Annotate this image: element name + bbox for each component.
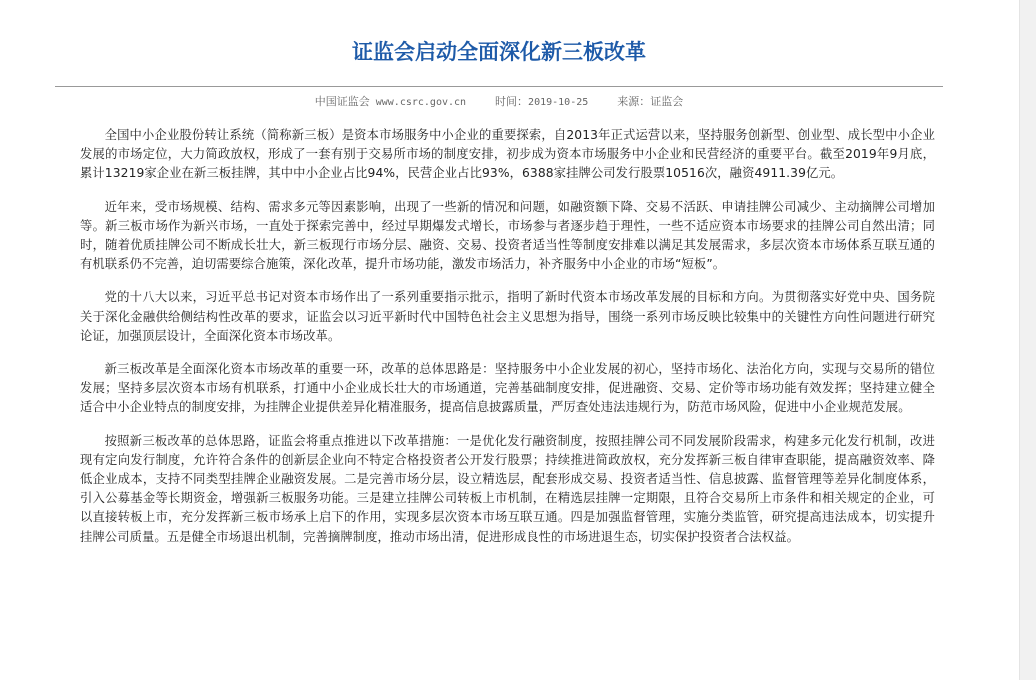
article-meta (55, 86, 943, 118)
publish-date: 2019-10-25 (528, 97, 589, 108)
paragraph: 按照新三板改革的总体思路，证监会将重点推进以下改革措施：一是优化发行融资制度，按照挂牌公司不同发展阶段需求，构建多元化发行机制，改进现有定向发行制度，允许符合条件的创新层企业向不特定合格投资者公开发行股票；持续推进简政放权，充分发挥新三板自律审查职能，提高融资效率、降低企业成本，支持不同类型挂牌企业融资发展。二是完善市场分层，设立精选层，配套形成交易、投资者适当性、信息披露、监督管理等差异化制度体系，引入公募基金等长期资金，增强新三板服务功能。三是建立挂牌公司转板上市机制，在精选层挂牌一定期限，且符合交易所上市条件和相关规定的企业，可以直接转板上市，充分发挥新三板市场承上启下的作用，实现多层次资本市场互联互通。四是加强监督管理，实施分类监管，研究提高违法成本，切实提升挂牌公司质量。五是健全市场退出机制，完善摘牌制度，推动市场出清，促进形成良性的市场进退生态，切实保护投资者合法权益。 (80, 433, 935, 544)
paragraph: 全国中小企业股份转让系统（简称新三板）是资本市场服务中小企业的重要探索，自2013年正式运营以来，坚持服务创新型、创业型、成长型中小企业发展的市场定位，大力简政放权，形成了一套有别于交易所市场的制度安排，初步成为资本市场服务中小企业和民营经济的重要平台。截至2019年9月底，累计13219家企业在新三板挂牌，其中中小企业占比94%，民营企业占比93%，6388家挂牌公司发行股票10516次，融资4911.39亿元。 (80, 128, 935, 181)
article-title: 证监会启动全面深化新三板改革 (352, 40, 646, 64)
source-url: www.csrc.gov.cn (375, 97, 467, 108)
origin-label: 来源： (617, 95, 651, 108)
paragraph: 近年来，受市场规模、结构、需求多元等因素影响，出现了一些新的情况和问题，如融资额下降、交易不活跃、申请挂牌公司减少、主动摘牌公司增加等。新三板市场作为新兴市场，一直处于探索完善中，经过早期爆发式增长，市场参与者逐步趋于理性，一些不适应资本市场要求的挂牌公司自然出清；同时，随着优质挂牌公司不断成长壮大，新三板现行市场分层、融资、交易、投资者适当性等制度安排难以满足其发展需求，多层次资本市场体系互联互通的有机联系仍不完善，迫切需要综合施策，深化改革，提升市场功能，激发市场活力，补齐服务中小企业的市场“短板”。 (80, 199, 935, 272)
article-body (55, 126, 943, 547)
paragraph: 党的十八大以来，习近平总书记对资本市场作出了一系列重要指示批示，指明了新时代资本市场改革发展的目标和方向。为贯彻落实好党中央、国务院关于深化金融供给侧结构性改革的要求，证监会以习近平新时代中国特色社会主义思想为指导，围绕一系列市场反映比较集中的关键性方向性问题进行研究论证，加强顶层设计，全面深化资本市场改革。 (80, 290, 935, 343)
time-label: 时间： (495, 95, 529, 108)
article (55, 0, 943, 561)
origin-value: 证监会 (650, 95, 684, 108)
vertical-scrollbar[interactable] (1019, 0, 1036, 680)
source-name: 中国证监会 (314, 95, 370, 108)
paragraph: 新三板改革是全面深化资本市场改革的重要一环，改革的总体思路是：坚持服务中小企业发展的初心，坚持市场化、法治化方向，实现与交易所的错位发展；坚持多层次资本市场有机联系，打通中小企业成长壮大的市场通道，完善基础制度安排，促进融资、交易、定价等市场功能有效发挥；坚持建立健全适合中小企业特点的制度安排，为挂牌企业提供差异化精准服务，提高信息披露质量，严厉查处违法违规行为，防范市场风险，促进中小企业规范发展。 (80, 362, 935, 415)
